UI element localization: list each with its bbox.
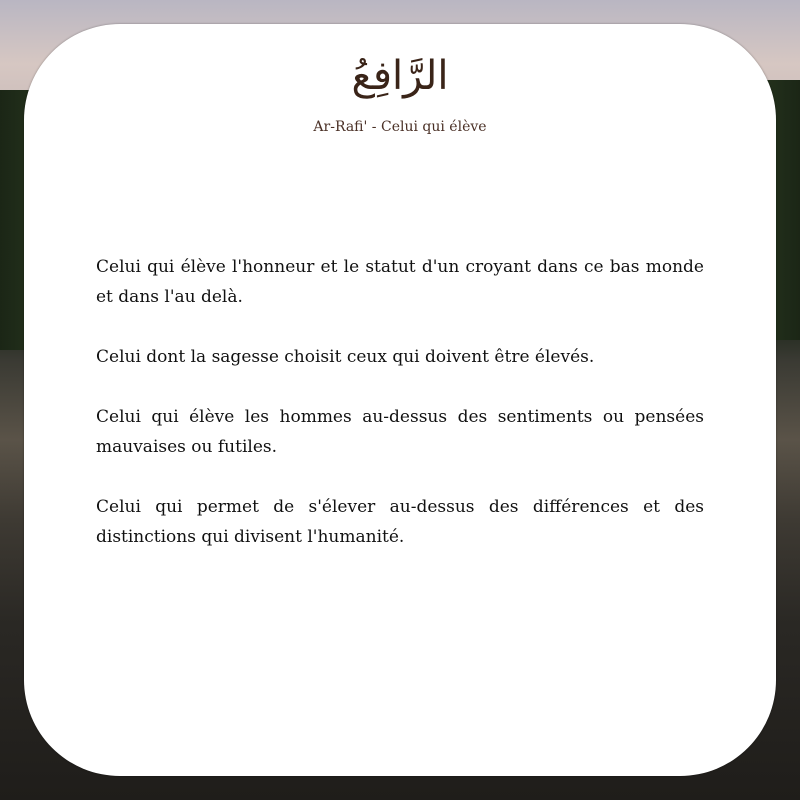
paragraph-3: Celui qui élève les hommes au-dessus des sentiments ou pensées mauvaises ou futiles.	[96, 407, 704, 457]
paragraph-4: Celui qui permet de s'élever au-dessus des différences et des distinctions qui divisent l'humanité.	[96, 497, 704, 547]
paragraph-1: Celui qui élève l'honneur et le statut d'un croyant dans ce bas monde et dans l'au delà.	[96, 257, 704, 307]
arabic-calligraphy: الرَّافِعُ	[351, 53, 449, 99]
name-subtitle: Ar-Rafi' - Celui qui élève	[313, 119, 487, 135]
description-text	[96, 252, 704, 582]
paragraph-2: Celui dont la sagesse choisit ceux qui doivent être élevés.	[96, 347, 595, 367]
